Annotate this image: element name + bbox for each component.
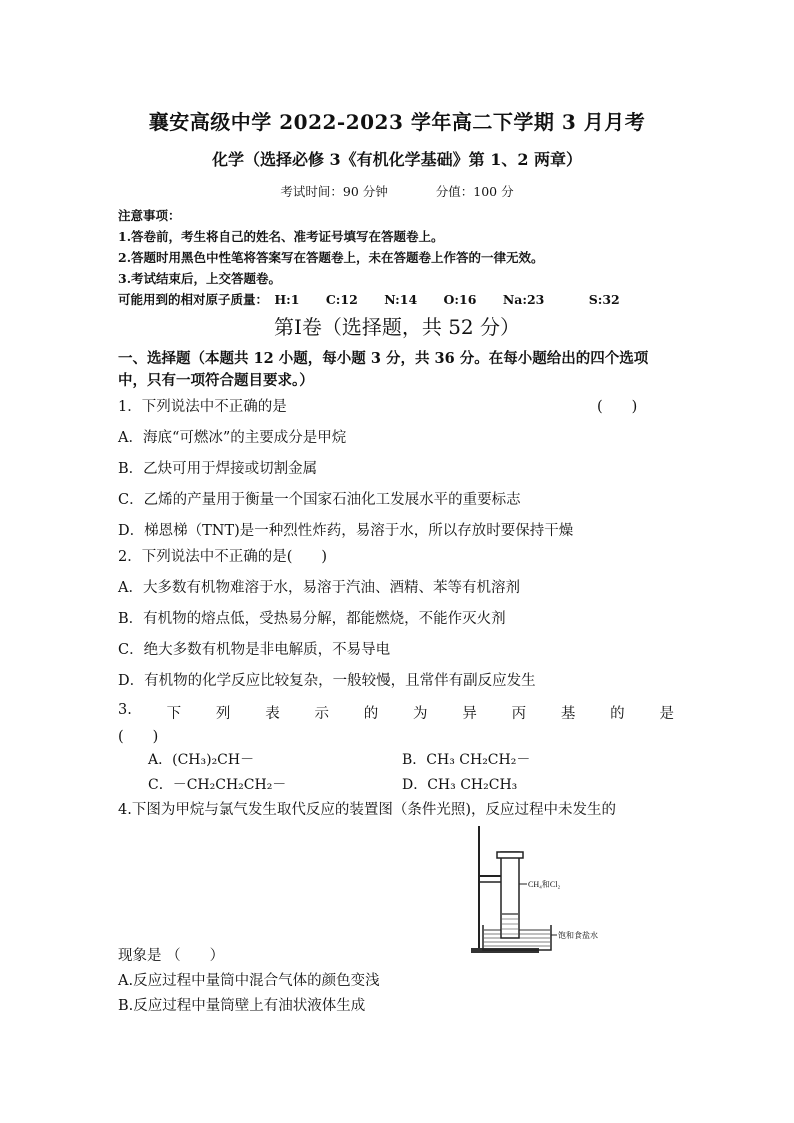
atomic-mass: H:1 (274, 292, 300, 307)
q3-stem-part: 丙 (511, 706, 527, 722)
q3-stem-part: 异 (462, 706, 477, 722)
q2-option-c: C．绝大多数有机物是非电解质，不易导电 (118, 642, 391, 658)
q3-stem-part: 3. (118, 702, 132, 718)
atomic-mass: Na:23 (502, 292, 545, 307)
q1-option-b: B．乙炔可用于焊接或切割金属 (118, 461, 318, 477)
section-instruction: 中，只有一项符合题目要求。） (118, 372, 314, 389)
q2-option-b: B．有机物的熔点低，受热易分解，都能燃烧，不能作灭火剂 (118, 611, 506, 627)
section-instruction: 一、选择题（本题共 12 小题，每小题 3 分，共 36 分。在每小题给出的四个选项 (118, 350, 649, 367)
q1-stem: 1．下列说法中不正确的是 (118, 399, 287, 415)
apparatus-diagram (465, 822, 615, 960)
q3-stem-part: 为 (413, 706, 428, 722)
exam-info (0, 182, 794, 200)
q3-option-d: D．CH₃ CH₂CH₃ (402, 777, 518, 793)
q4-option-b: B.反应过程中量筒壁上有油状液体生成 (118, 998, 366, 1014)
note-item: 1.答卷前，考生将自己的姓名、准考证号填写在答题卷上。 (118, 229, 444, 244)
q4-option-a: A.反应过程中量筒中混合气体的颜色变浅 (118, 973, 380, 989)
q3-option-c: C．－CH₂CH₂CH₂－ (148, 777, 287, 793)
atomic-mass: N:14 (384, 292, 418, 307)
atomic-masses (118, 289, 634, 310)
atomic-mass: C:12 (325, 292, 358, 307)
q3-stem-part: 基 (560, 706, 576, 722)
q3-answer-paren: ( ) (118, 729, 159, 745)
q4-stem: 4.下图为甲烷与氯气发生取代反应的装置图（条件光照)，反应过程中未发生的 (118, 802, 616, 818)
q1-answer-paren: ( ) (597, 399, 638, 415)
exam-time: 考试时间：90 分钟 (280, 184, 388, 199)
liquid-label: 饱和食盐水 (558, 931, 598, 940)
q3-stem-part: 是 (659, 706, 674, 722)
cylinder-rim (497, 852, 523, 858)
q3-stem-part: 下 (166, 706, 182, 722)
q1-option-d: D．梯恩梯（TNT)是一种烈性炸药，易溶于水，所以存放时要保持干燥 (118, 523, 574, 539)
q3-option-a: A．(CH₃)₂CH－ (148, 752, 255, 768)
graduated-cylinder (501, 852, 519, 938)
atomic-mass: S:32 (588, 292, 620, 307)
q2-option-d: D．有机物的化学反应比较复杂，一般较慢，且常伴有副反应发生 (118, 673, 536, 689)
methane-chlorination-apparatus (465, 822, 615, 964)
exam-title: 襄安高级中学 2022-2023 学年高二下学期 3 月月考 (148, 110, 646, 134)
note-item: 3.考试结束后，上交答题卷。 (118, 271, 282, 286)
q3-stem-part: 表 (265, 706, 280, 722)
q2-option-a: A．大多数有机物难溶于水，易溶于汽油、酒精、苯等有机溶剂 (118, 580, 520, 596)
atomic-mass: O:16 (443, 292, 477, 307)
q3-stem (118, 702, 674, 723)
notes-heading: 注意事项： (118, 208, 181, 223)
exam-subtitle: 化学（选择必修 3《有机化学基础》第 1、2 两章） (211, 150, 583, 169)
exam-score: 分值：100 分 (435, 184, 514, 199)
q3-stem-part: 示 (314, 706, 329, 722)
q3-option-b: B．CH₃ CH₂CH₂－ (402, 752, 531, 768)
note-item: 2.答题时用黑色中性笔将答案写在答题卷上，未在答题卷上作答的一律无效。 (118, 250, 544, 265)
q4-stem-end: 现象是 （ ） (118, 948, 225, 964)
q2-stem: 2．下列说法中不正确的是( ) (118, 549, 328, 565)
q1-option-c: C．乙烯的产量用于衡量一个国家石油化工发展水平的重要标志 (118, 492, 521, 508)
section-title: 第Ⅰ卷（选择题，共 52 分） (273, 315, 521, 339)
q3-stem-part: 列 (215, 706, 231, 722)
q3-stem-part: 的 (363, 706, 379, 722)
q1-option-a: A．海底“可燃冰”的主要成分是甲烷 (118, 430, 347, 446)
gas-label: CH₄和Cl₂ (528, 880, 561, 889)
notes-block (118, 205, 634, 310)
q3-stem-part: 的 (610, 706, 625, 722)
atomic-label: 可能用到的相对原子质量： (118, 292, 269, 307)
